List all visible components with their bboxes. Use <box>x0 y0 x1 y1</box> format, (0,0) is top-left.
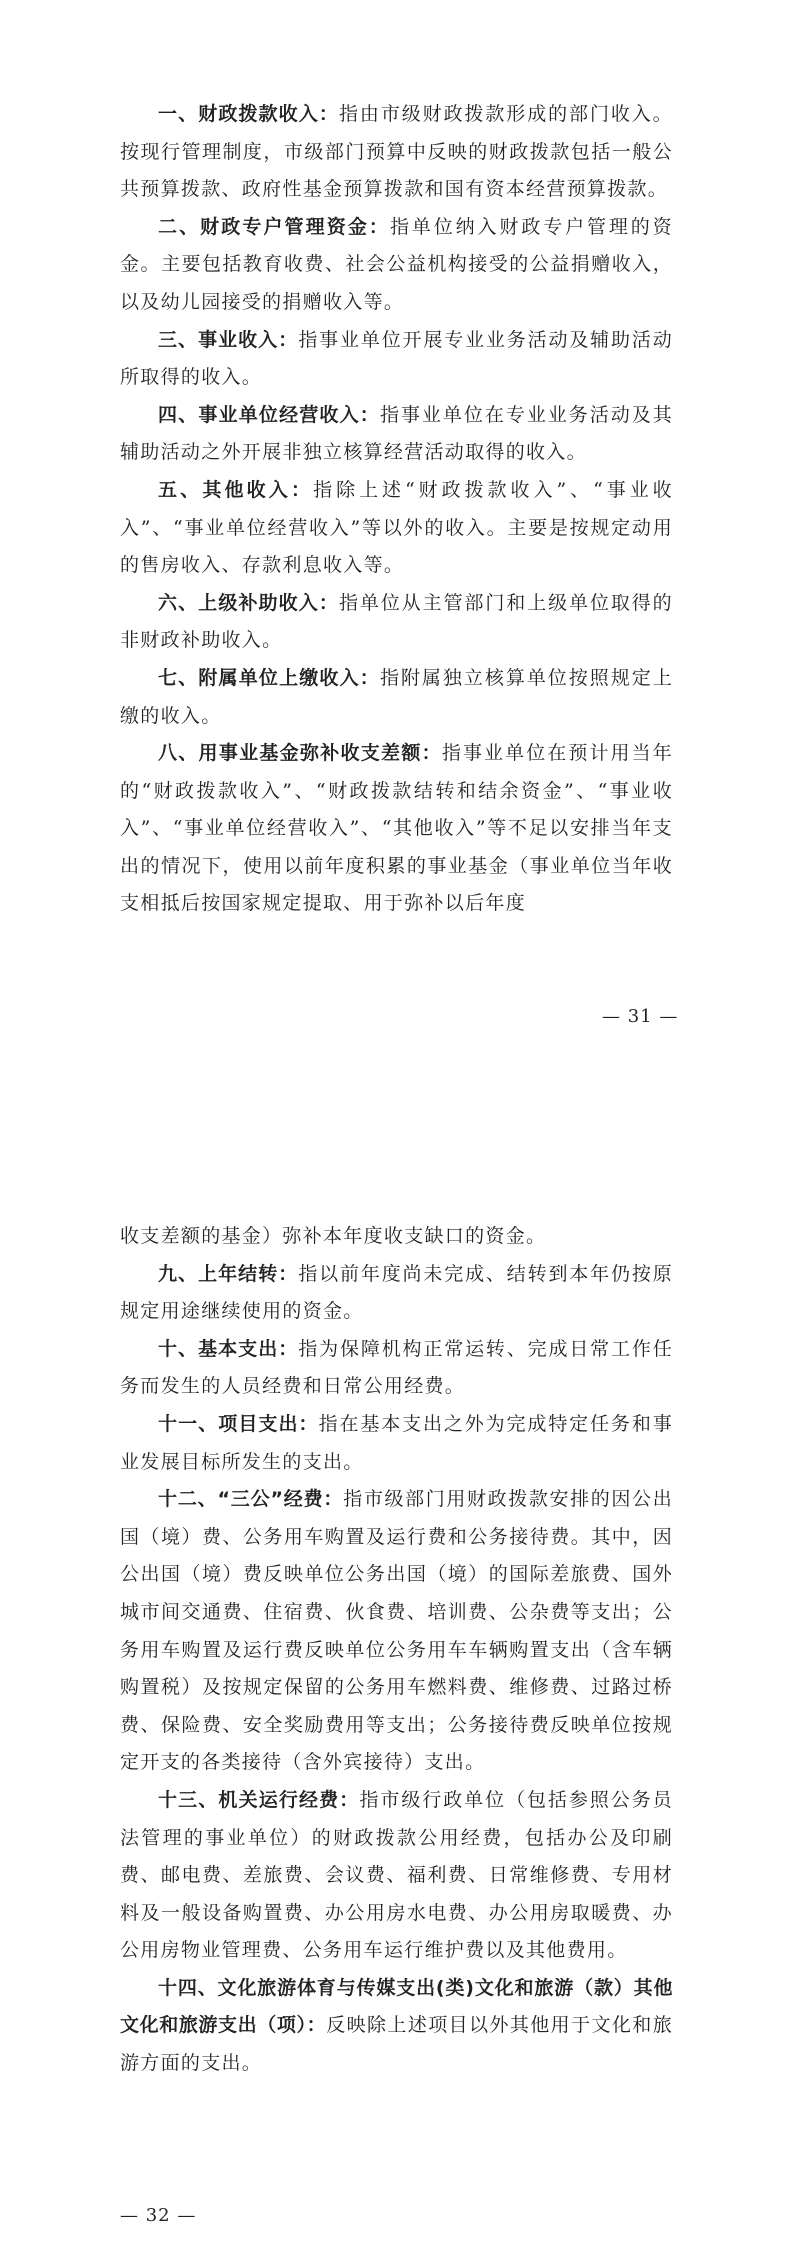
paragraph-1 <box>0 96 793 209</box>
definition-5: 指除上述“财政拨款收入”、“事业收入”、“事业单位经营收入”等以外的收入。主要是按规定动用的售房收入、存款利息收入等。 <box>120 478 673 577</box>
paragraph-12 <box>0 1481 793 1782</box>
definition-14: 反映除上述项目以外其他用于文化和旅游方面的支出。 <box>120 2014 673 2075</box>
term-9: 九、上年结转： <box>158 1262 299 1285</box>
paragraph-10 <box>0 1331 793 1406</box>
term-8: 八、用事业基金弥补收支差额： <box>158 742 442 765</box>
term-12: 十二、“三公”经费： <box>158 1488 344 1511</box>
paragraph-3 <box>0 322 793 397</box>
term-5: 五、其他收入： <box>158 478 314 501</box>
term-3: 三、事业收入： <box>158 328 299 351</box>
term-11: 十一、项目支出： <box>158 1412 319 1435</box>
definition-4: 指事业单位在专业业务活动及其辅助活动之外开展非独立核算经营活动取得的收入。 <box>120 403 673 464</box>
term-4: 四、事业单位经营收入： <box>158 403 380 426</box>
paragraph-11 <box>0 1406 793 1481</box>
term-10: 十、基本支出： <box>158 1337 299 1360</box>
term-6: 六、上级补助收入： <box>158 591 340 614</box>
term-7: 七、附属单位上缴收入： <box>158 666 380 689</box>
definition-7: 指附属独立核算单位按照规定上缴的收入。 <box>120 666 673 727</box>
definition-13: 指市级行政单位（包括参照公务员法管理的事业单位）的财政拨款公用经费，包括办公及印刷费、邮电费、差旅费、会议费、福利费、日常维修费、专用材料及一般设备购置费、办公用房水电费、办公用房取暖费、办公用房物业管理费、公务用车运行维护费以及其他费用。 <box>120 1788 673 1962</box>
page-number-32: — 32 — <box>120 2205 197 2226</box>
paragraph-13 <box>0 1782 793 1970</box>
page-32 <box>0 1218 793 2083</box>
paragraph-8 <box>0 735 793 923</box>
paragraph-14 <box>0 1970 793 2083</box>
page-31 <box>0 96 793 923</box>
paragraph-5 <box>0 472 793 585</box>
paragraph-2 <box>0 209 793 322</box>
definition-10: 指为保障机构正常运转、完成日常工作任务而发生的人员经费和日常公用经费。 <box>120 1337 673 1398</box>
page-number-31: — 31 — <box>602 1006 679 1027</box>
definition-8: 指事业单位在预计用当年的“财政拨款收入”、“财政拨款结转和结余资金”、“事业收入”、“事业单位经营收入”、“其他收入”等不足以安排当年支出的情况下，使用以前年度积累的事业基金（事业单位当年收支相抵后按国家规定提取、用于弥补以后年度 <box>120 742 673 915</box>
definition-6: 指单位从主管部门和上级单位取得的非财政补助收入。 <box>120 591 673 652</box>
term-14: 十四、文化旅游体育与传媒支出(类)文化和旅游（款）其他文化和旅游支出（项）： <box>120 1976 673 2037</box>
definition-3: 指事业单位开展专业业务活动及辅助活动所取得的收入。 <box>120 328 673 389</box>
paragraph-9 <box>0 1256 793 1331</box>
term-2: 二、财政专户管理资金： <box>158 215 390 238</box>
definition-12: 指市级部门用财政拨款安排的因公出国（境）费、公务用车购置及运行费和公务接待费。其中，因公出国（境）费反映单位公务出国（境）的国际差旅费、国外城市间交通费、住宿费、伙食费、培训费、公杂费等支出；公务用车购置及运行费反映单位公务用车车辆购置支出（含车辆购置税）及按规定保留的公务用车燃料费、维修费、过路过桥费、保险费、安全奖励费用等支出；公务接待费反映单位按规定开支的各类接待（含外宾接待）支出。 <box>120 1488 673 1774</box>
term-13: 十三、机关运行经费： <box>158 1788 360 1811</box>
definition-1: 指由市级财政拨款形成的部门收入。按现行管理制度，市级部门预算中反映的财政拨款包括一般公共预算拨款、政府性基金预算拨款和国有资本经营预算拨款。 <box>120 103 673 201</box>
definition-9: 指以前年度尚未完成、结转到本年仍按原规定用途继续使用的资金。 <box>120 1262 673 1323</box>
definition-11: 指在基本支出之外为完成特定任务和事业发展目标所发生的支出。 <box>120 1412 673 1473</box>
continuation-paragraph: 收支差额的基金）弥补本年度收支缺口的资金。 <box>120 1225 547 1247</box>
term-1: 一、财政拨款收入： <box>158 103 340 125</box>
paragraph-7 <box>0 660 793 735</box>
paragraph-4 <box>0 397 793 472</box>
definition-2: 指单位纳入财政专户管理的资金。主要包括教育收费、社会公益机构接受的公益捐赠收入，以及幼儿园接受的捐赠收入等。 <box>120 215 673 313</box>
paragraph-6 <box>0 585 793 660</box>
